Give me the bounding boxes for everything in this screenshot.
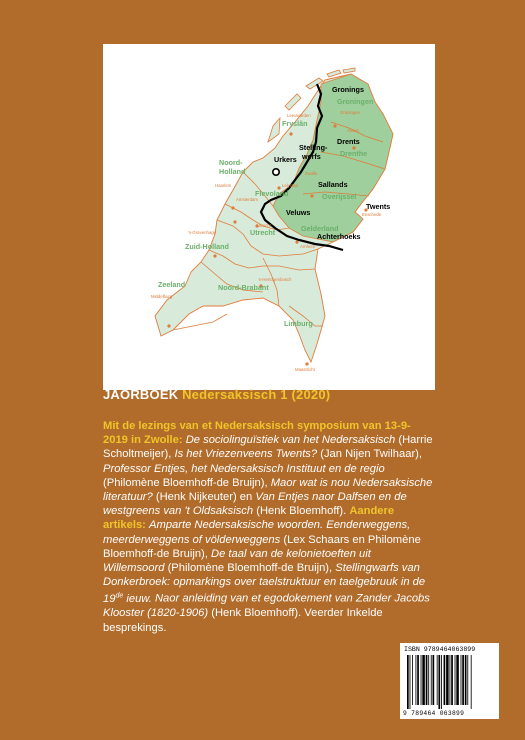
article-title-7: De taal van de kelonietoeften uit Willemsoord (103, 547, 371, 575)
barcode-bar (455, 655, 456, 705)
isbn-text: ISBN 9789464063899 (404, 646, 476, 653)
barcode-bar (462, 655, 464, 705)
article-title-1: De sociolinguïstiek van het Nedersaksisch (185, 434, 396, 447)
barcode-bar (437, 655, 438, 705)
label-stellingwerfs-1: Stelling- (299, 143, 328, 152)
city-leeuwarden: Leeuwarden (287, 113, 311, 118)
blurb-intro: Mit de lezings van et Nedersaksisch symposium van 13-9-2019 in Zwolle: (103, 420, 411, 447)
barcode-bar (461, 655, 462, 705)
city-utrecht: Utrecht (257, 223, 271, 228)
barcode-bars (406, 655, 494, 709)
label-urkers: Urkers (274, 155, 297, 164)
barcode-bar (450, 655, 451, 705)
article-title-8-sup: de (115, 592, 124, 600)
article-title-5: Van Entjes naor Dalfsen en de westgreens van 't Oldsaksisch (103, 491, 407, 518)
barcode-bar (433, 655, 435, 705)
label-noord-holland-2: Holland (219, 167, 246, 176)
map-panel (103, 44, 435, 390)
label-achterhoeks: Achterhoeks (317, 232, 361, 241)
label-drenthe: Drenthe (340, 149, 368, 158)
label-noord-brabant: Noord-Brabant (218, 283, 269, 292)
city-haarlem: Haarlem (215, 183, 232, 188)
barcode-bar (456, 655, 459, 705)
city-arnhem: Arnhem (300, 244, 316, 249)
label-drents: Drents (337, 137, 360, 146)
city-maastricht: Maastricht (295, 367, 315, 372)
label-flevoland: Flevoland (255, 189, 289, 198)
article-author-9: (Henk Bloemhoff). Veerder Inkelde besprekings. (103, 607, 383, 634)
article-author-6: (Lex Schaars en Philomène Bloemhoff-de Bruijn), (103, 533, 421, 560)
barcode-bar (467, 655, 468, 705)
book-heading (103, 387, 330, 402)
city-lelystad: Lelystad (282, 183, 299, 188)
city-hertogenbosch: 's-Hertogenbosch (258, 277, 292, 282)
barcode-bar (422, 655, 425, 705)
label-utrecht: Utrecht (250, 228, 276, 237)
barcode-bar (410, 655, 411, 709)
urk-marker (273, 169, 279, 175)
label-zuid-holland: Zuid-Holland (185, 242, 229, 251)
back-cover-blurb (103, 419, 433, 635)
barcode-bar (431, 655, 432, 705)
barcode-bar (471, 655, 472, 709)
label-groningen: Groningen (337, 97, 374, 106)
city-groningen: Groningen (340, 110, 361, 115)
barcode-bar (407, 655, 409, 709)
label-stellingwerfs-2: werfs (302, 152, 321, 161)
label-fryslan: Fryslân (282, 119, 308, 128)
article-title-8b: ieuw. (126, 593, 152, 606)
label-gronings: Gronings (332, 85, 364, 94)
isbn-barcode (400, 643, 499, 719)
article-title-8a: Stellingwarfs van Donkerbroek: opmarkings over taelstruktuur en taelgebruuk in de 19 (103, 562, 426, 606)
barcode-digits: 9 789464 063899 (403, 710, 465, 717)
label-zeeland: Zeeland (158, 280, 186, 289)
barcode-bar (426, 655, 428, 705)
city-zwolle: Zwolle (305, 171, 318, 176)
city-amsterdam: Amsterdam (236, 197, 258, 202)
label-sallands: Sallands (318, 180, 348, 189)
label-noord-holland-1: Noord- (219, 158, 243, 167)
barcode-bar (417, 655, 419, 705)
barcode-bar (446, 655, 449, 705)
article-title-3: Professor Entjes, het Nedersaksisch Instituut en de regio (103, 462, 385, 475)
article-title-6: Amparte Nedersaksische woorden. Eenderweggens, meerderweggens of völderweggens (103, 519, 411, 546)
label-veluws: Veluws (286, 208, 311, 217)
article-author-7: (Philomène Bloemhoff-de Bruijn), (167, 562, 333, 575)
article-author-5: (Henk Bloemhoff). (256, 505, 347, 518)
label-limburg: Limburg (284, 319, 313, 328)
barcode-bar (412, 655, 413, 705)
label-overijssel: Overijssel (322, 192, 357, 201)
other-articles-label: Aandere artikels: (103, 505, 395, 532)
barcode-bar (421, 655, 422, 705)
label-twents: Twents (366, 202, 391, 211)
city-gravenhage: 's-Gravenhage (188, 230, 217, 235)
barcode-bar (428, 655, 429, 705)
article-title-9: Naor anleiding van et egodokement van Zander Jacobs Klooster (1820-1906) (103, 593, 430, 620)
barcode-bar (441, 655, 442, 709)
netherlands-map (103, 44, 435, 390)
article-author-3: (Philomène Bloemhoff-de Bruijn), (103, 476, 268, 489)
barcode-bar (465, 655, 467, 705)
barcode-bar (438, 655, 440, 709)
city-middelburg: Middelburg (151, 294, 173, 299)
barcode-bar (451, 655, 453, 705)
book-label: JAORBOEK (103, 387, 179, 402)
barcode-bar (416, 655, 417, 705)
book-title: Nedersaksisch 1 (2020) (182, 387, 331, 402)
article-author-2: (Jan Nijen Twilhaar), (320, 448, 422, 461)
city-assen: Assen (347, 128, 359, 133)
article-title-2: Is het Vriezenveens Twents? (174, 448, 318, 461)
article-title-4: Maor wat is nou Nedersaksische literatuur? (103, 476, 433, 504)
label-gelderland: Gelderland (301, 224, 339, 233)
article-author-1: (Harrie Scholtmeijer), (103, 434, 433, 461)
barcode-bar (444, 655, 446, 705)
city-enschede: Enschede (362, 212, 382, 217)
article-author-4: (Henk Nijkeuter) en (155, 491, 253, 504)
